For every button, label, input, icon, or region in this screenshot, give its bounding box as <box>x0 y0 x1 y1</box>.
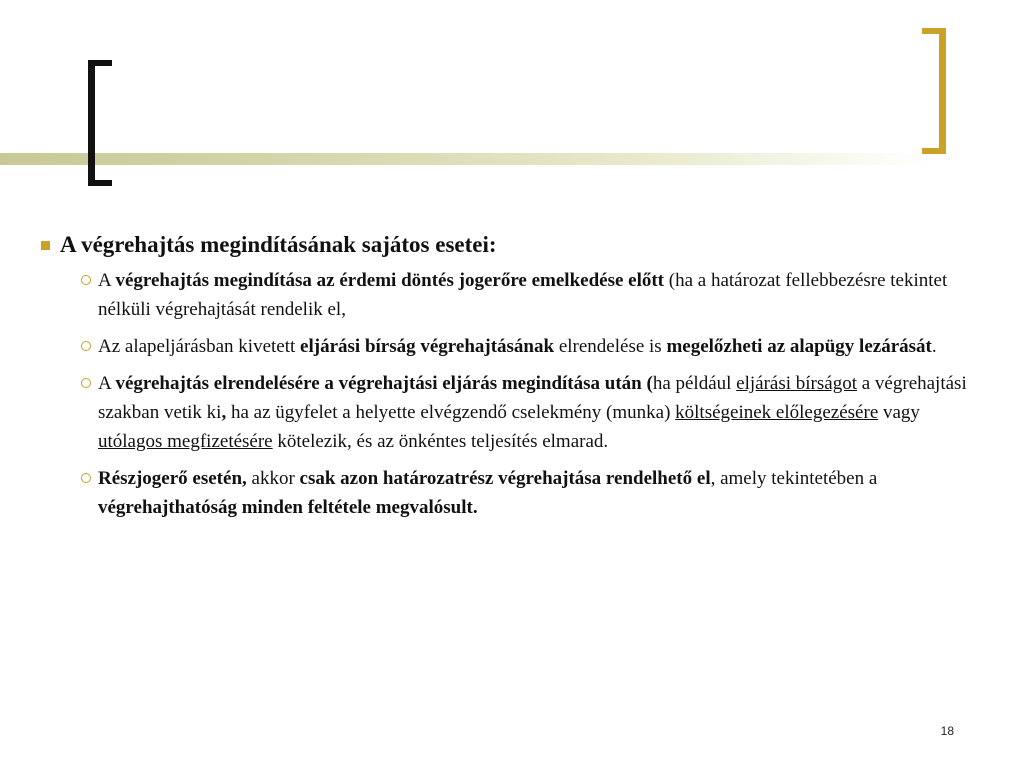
page-number: 18 <box>940 724 954 738</box>
bold-run: végrehajtás megindítása az érdemi döntés jogerőre emelkedése előtt <box>115 270 665 291</box>
text-run: . <box>931 336 937 357</box>
ring-bullet-icon <box>81 473 91 483</box>
list-item <box>36 369 986 456</box>
underlined-run: eljárási bírságot <box>736 373 857 394</box>
square-bullet-icon <box>41 241 50 250</box>
underlined-run: költségeinek előlegezésére <box>675 402 879 423</box>
sub-bullet-list <box>36 266 986 522</box>
bold-run: végrehajthatóság minden feltétele megvalósult. <box>98 497 478 518</box>
bold-run: végrehajtás elrendelésére a végrehajtási eljárás megindítása után ( <box>115 373 653 394</box>
text-run: A <box>98 270 116 291</box>
text-run: elrendelése is <box>554 336 667 357</box>
bold-run: megelőzheti az alapügy lezárását <box>666 336 932 357</box>
main-bullet <box>36 230 986 260</box>
text-run: , amely tekintetében a <box>710 468 878 489</box>
text-run: (ha a határozat fellebbezésre tekintet nélküli végrehajtását rendelik el, <box>98 270 948 320</box>
list-item <box>36 464 986 522</box>
list-item <box>36 266 986 324</box>
ring-bullet-icon <box>81 341 91 351</box>
text-run: kötelezik, és az önkéntes teljesítés elmarad. <box>272 431 609 452</box>
text-run: ha az ügyfelet a helyette elvégzendő cselekmény (munka) <box>226 402 676 423</box>
decorative-band <box>0 153 930 165</box>
text-run: a végrehajtási szakban vetik ki <box>98 373 967 423</box>
underlined-run: utólagos megfizetésére <box>98 431 273 452</box>
text-run: Az alapeljárásban kivetett <box>98 336 301 357</box>
bold-run: eljárási bírság végrehajtásának <box>300 336 555 357</box>
ring-bullet-icon <box>81 378 91 388</box>
left-bracket-decoration <box>88 60 112 186</box>
main-heading: A végrehajtás megindításának sajátos esetei: <box>60 232 497 257</box>
text-run: vagy <box>878 402 920 423</box>
list-item <box>36 332 986 361</box>
bold-run: Részjogerő esetén, <box>98 468 247 489</box>
text-run: akkor <box>246 468 300 489</box>
slide-content <box>36 230 986 530</box>
text-run: ha például <box>652 373 737 394</box>
bold-run: csak azon határozatrész végrehajtása rendelhető el <box>299 468 711 489</box>
ring-bullet-icon <box>81 275 91 285</box>
bold-run: , <box>221 402 227 423</box>
text-run: A <box>98 373 116 394</box>
right-bracket-decoration <box>922 28 946 154</box>
